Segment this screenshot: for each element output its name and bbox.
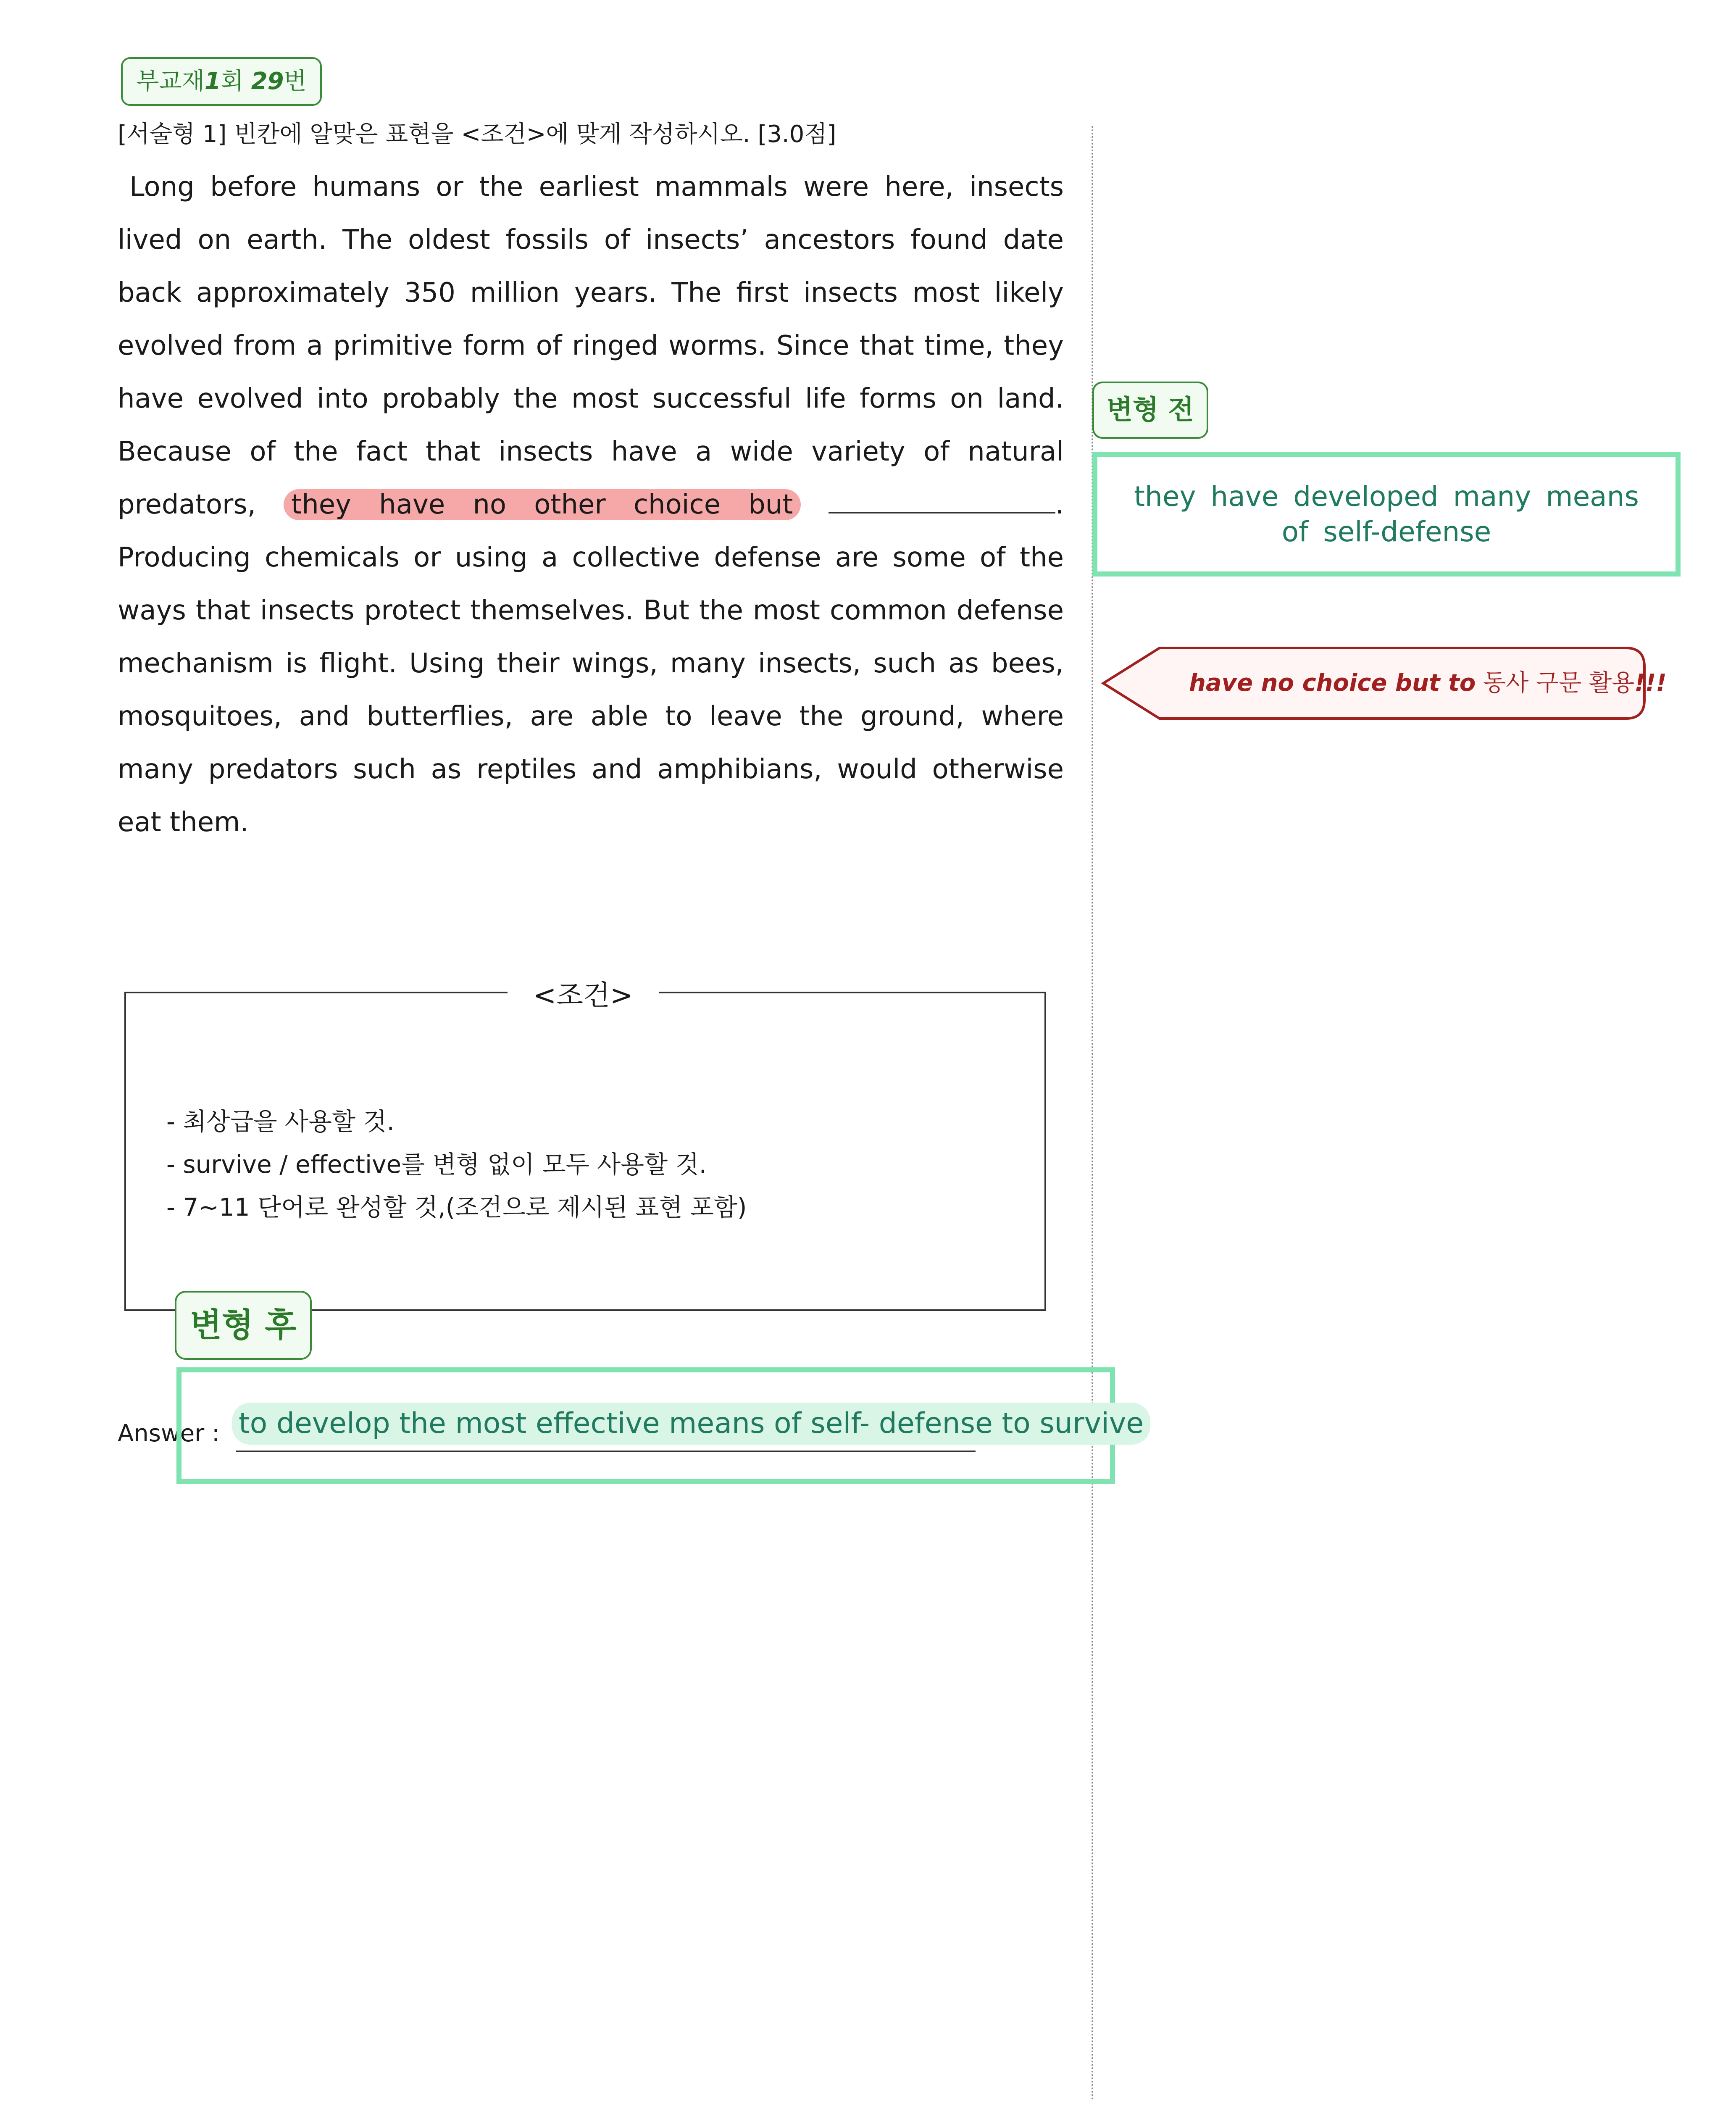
condition-item: - 최상급을 사용할 것. <box>166 1107 395 1136</box>
answer-blank <box>829 490 1055 513</box>
blank-period: . <box>1055 489 1064 520</box>
after-tag: 변형 후 <box>175 1291 312 1360</box>
conditions-list <box>166 1100 1028 1229</box>
answer-text: to develop the most effective means of self- defense to survive <box>232 1403 1150 1445</box>
conditions-title: <조건> <box>508 977 659 1014</box>
source-tag-prefix: 부교재 <box>136 68 205 95</box>
hint-phrase: have no choice but to <box>1189 669 1476 697</box>
passage-text-after: Producing chemicals or using a collective defense are some of the ways that insects protect themselves. But the most common defense mechanism is flight. Using their wings, many insects, such as bees, mosquitoes, and butterflies, are able to leave the ground, where many predators such as reptiles and amphibians, would otherwise eat them. <box>118 542 1064 838</box>
passage <box>118 161 1064 849</box>
passage-text-before: Long before humans or the earliest mammals were here, insects lived on earth. The oldest fossils of insects’ ancestors found date back approximately 350 million years. The first insects most likely evolved from a primitive form of ringed worms. Since that time, they have evolved into probably the most successful life forms on land. Because of the fact that insects have a wide variety of natural predators, <box>118 171 1064 520</box>
before-tag: 변형 전 <box>1092 382 1208 439</box>
hint-text <box>1189 645 1667 721</box>
source-tag-suffix: 번 <box>284 68 307 95</box>
condition-item: - survive / effective를 변형 없이 모두 사용할 것. <box>166 1150 707 1179</box>
condition-item: - 7~11 단어로 완성할 것,(조건으로 제시된 표현 포함) <box>166 1193 747 1222</box>
before-answer-text: they have developed many means of self-defense <box>1134 480 1639 548</box>
highlighted-phrase: they have no other choice but <box>284 489 800 520</box>
source-tag <box>121 57 322 106</box>
before-answer-box <box>1092 452 1681 577</box>
source-tag-num1: 1 <box>204 68 221 95</box>
answer-label: Answer : <box>118 1420 220 1447</box>
hint-rest: 동사 구문 활용 <box>1476 669 1635 697</box>
hint-exclaim: !!! <box>1634 669 1667 697</box>
hint-callout <box>1101 645 1667 721</box>
question-title: [서술형 1] 빈칸에 알맞은 표현을 <조건>에 맞게 작성하시오. [3.0점] <box>118 121 836 148</box>
source-tag-num2: 29 <box>251 68 284 95</box>
source-tag-mid: 회 <box>221 68 251 95</box>
